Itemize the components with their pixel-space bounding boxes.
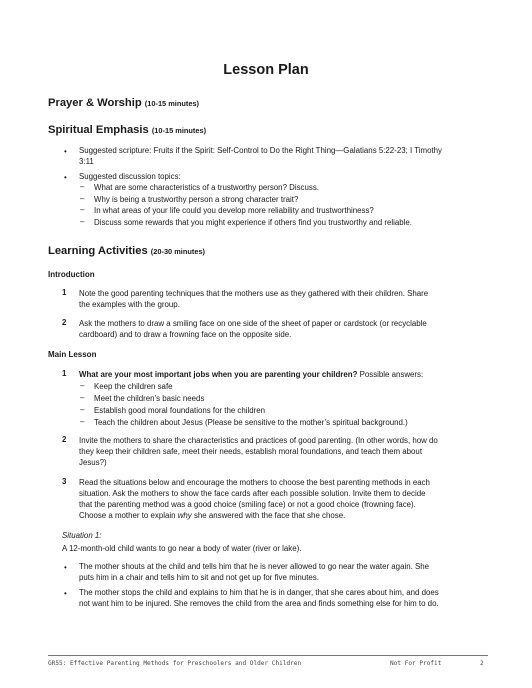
topic-item: Discuss some rewards that you might experience if others find you trustworthy and reliable. xyxy=(94,218,412,227)
topic-item: In what areas of your life could you develop more reliability and trustworthiness? xyxy=(94,206,374,215)
intro-item-1-line-2: the examples with the group. xyxy=(79,300,180,309)
dash-icon: – xyxy=(80,182,85,191)
main-item-2-line-1: Invite the mothers to share the characteristics and practices of good parenting. (In other words, how do xyxy=(79,436,438,445)
dash-icon: – xyxy=(80,381,85,390)
spiritual-emphasis-heading xyxy=(48,124,206,136)
learning-activities-heading xyxy=(48,245,205,257)
discussion-topics-label: Suggested discussion topics: xyxy=(79,172,181,181)
topic-item: What are some characteristics of a trustworthy person? Discuss. xyxy=(94,183,319,192)
main-item-3-line-1: Read the situations below and encourage the mothers to choose the best parenting methods in each xyxy=(79,478,430,487)
main-item-1-rest: Possible answers: xyxy=(357,370,424,379)
dash-icon: – xyxy=(80,405,85,414)
answer-item: Keep the children safe xyxy=(94,382,173,391)
main-lesson-heading: Main Lesson xyxy=(48,350,97,359)
bullet-icon: • xyxy=(64,173,67,182)
prayer-duration: (10-15 minutes) xyxy=(144,99,200,108)
main-item-1-question: What are your most important jobs when you are parenting your children? xyxy=(79,370,358,379)
dash-icon: – xyxy=(80,417,85,426)
main-item-3-line-3: that the parenting method was a good choice (smiling face) or not a good choice (frowning face). xyxy=(79,500,416,509)
spiritual-heading-text: Spiritual Emphasis xyxy=(48,124,149,136)
introduction-heading: Introduction xyxy=(48,270,95,279)
bullet-icon: • xyxy=(64,147,67,156)
situation-label: Situation 1: xyxy=(62,531,102,540)
list-number: 1 xyxy=(62,288,67,297)
bullet-icon: • xyxy=(64,563,67,572)
scripture-line-2: 3:11 xyxy=(79,157,94,166)
footer-not-for-profit: Not For Profit xyxy=(390,660,442,667)
main-item-3-why: why xyxy=(177,511,192,520)
option-1-line-1: The mother shouts at the child and tells him that he is never allowed to go near the water again. She xyxy=(79,562,430,571)
main-item-3-line-4-b: she answered with the face that she chose. xyxy=(191,511,346,520)
learning-heading-text: Learning Activities xyxy=(48,245,148,257)
learning-duration: (20-30 minutes) xyxy=(150,247,206,256)
list-number: 3 xyxy=(62,477,67,486)
main-item-3-line-4 xyxy=(79,510,345,521)
option-2-line-1: The mother stops the child and explains to him that he is in danger, that she cares about him, and does xyxy=(79,588,439,597)
intro-item-2-line-2: cardboard) and to draw a frowning face on the opposite side. xyxy=(79,330,292,339)
situation-text: A 12-month-old child wants to go near a body of water (river or lake). xyxy=(62,544,302,553)
option-2-line-2: not want him to be injured. She removes the child from the area and finds something else for him to do. xyxy=(79,599,439,608)
intro-item-2-line-1: Ask the mothers to draw a smiling face on one side of the sheet of paper or cardstock (or recyclable xyxy=(79,319,427,328)
topic-item: Why is being a trustworthy person a strong character trait? xyxy=(94,195,299,204)
footer-divider xyxy=(48,655,488,656)
answer-item: Establish good moral foundations for the children xyxy=(94,406,266,415)
spiritual-duration: (10-15 minutes) xyxy=(151,126,207,135)
main-item-3-line-2: situation. Ask the mothers to show the face cards after each possible solution. Invite them to decide xyxy=(79,489,426,498)
bullet-icon: • xyxy=(64,589,67,598)
page-title: Lesson Plan xyxy=(223,62,309,78)
main-item-2-line-2: they keep their children safe, meet their needs, establish moral foundations, and teach them about xyxy=(79,447,423,456)
main-item-3-line-4-a: Choose a mother to explain xyxy=(79,511,178,520)
answer-item: Teach the children about Jesus (Please be sensitive to the mother’s spiritual background.) xyxy=(94,418,408,427)
page-number: 2 xyxy=(480,660,484,667)
dash-icon: – xyxy=(80,393,85,402)
intro-item-1-line-1: Note the good parenting techniques that the mothers use as they gathered with their children. Share xyxy=(79,289,429,298)
dash-icon: – xyxy=(80,194,85,203)
list-number: 1 xyxy=(62,369,67,378)
list-number: 2 xyxy=(62,318,67,327)
prayer-worship-heading xyxy=(48,97,199,109)
prayer-heading-text: Prayer & Worship xyxy=(48,97,142,109)
answer-item: Meet the children’s basic needs xyxy=(94,394,205,403)
main-item-1 xyxy=(79,369,423,380)
scripture-line-1: Suggested scripture: Fruits if the Spirit: Self-Control to Do the Right Thing—Galatians 5:22-23; I Timothy xyxy=(79,146,442,155)
dash-icon: – xyxy=(80,217,85,226)
option-1-line-2: puts him in a chair and tells him to sit and not get up for five minutes. xyxy=(79,573,319,582)
list-number: 2 xyxy=(62,435,67,444)
footer-course-title: GR55: Effective Parenting Methods for Preschoolers and Older Children xyxy=(48,660,302,667)
main-item-2-line-3: Jesus?) xyxy=(79,458,107,467)
dash-icon: – xyxy=(80,205,85,214)
